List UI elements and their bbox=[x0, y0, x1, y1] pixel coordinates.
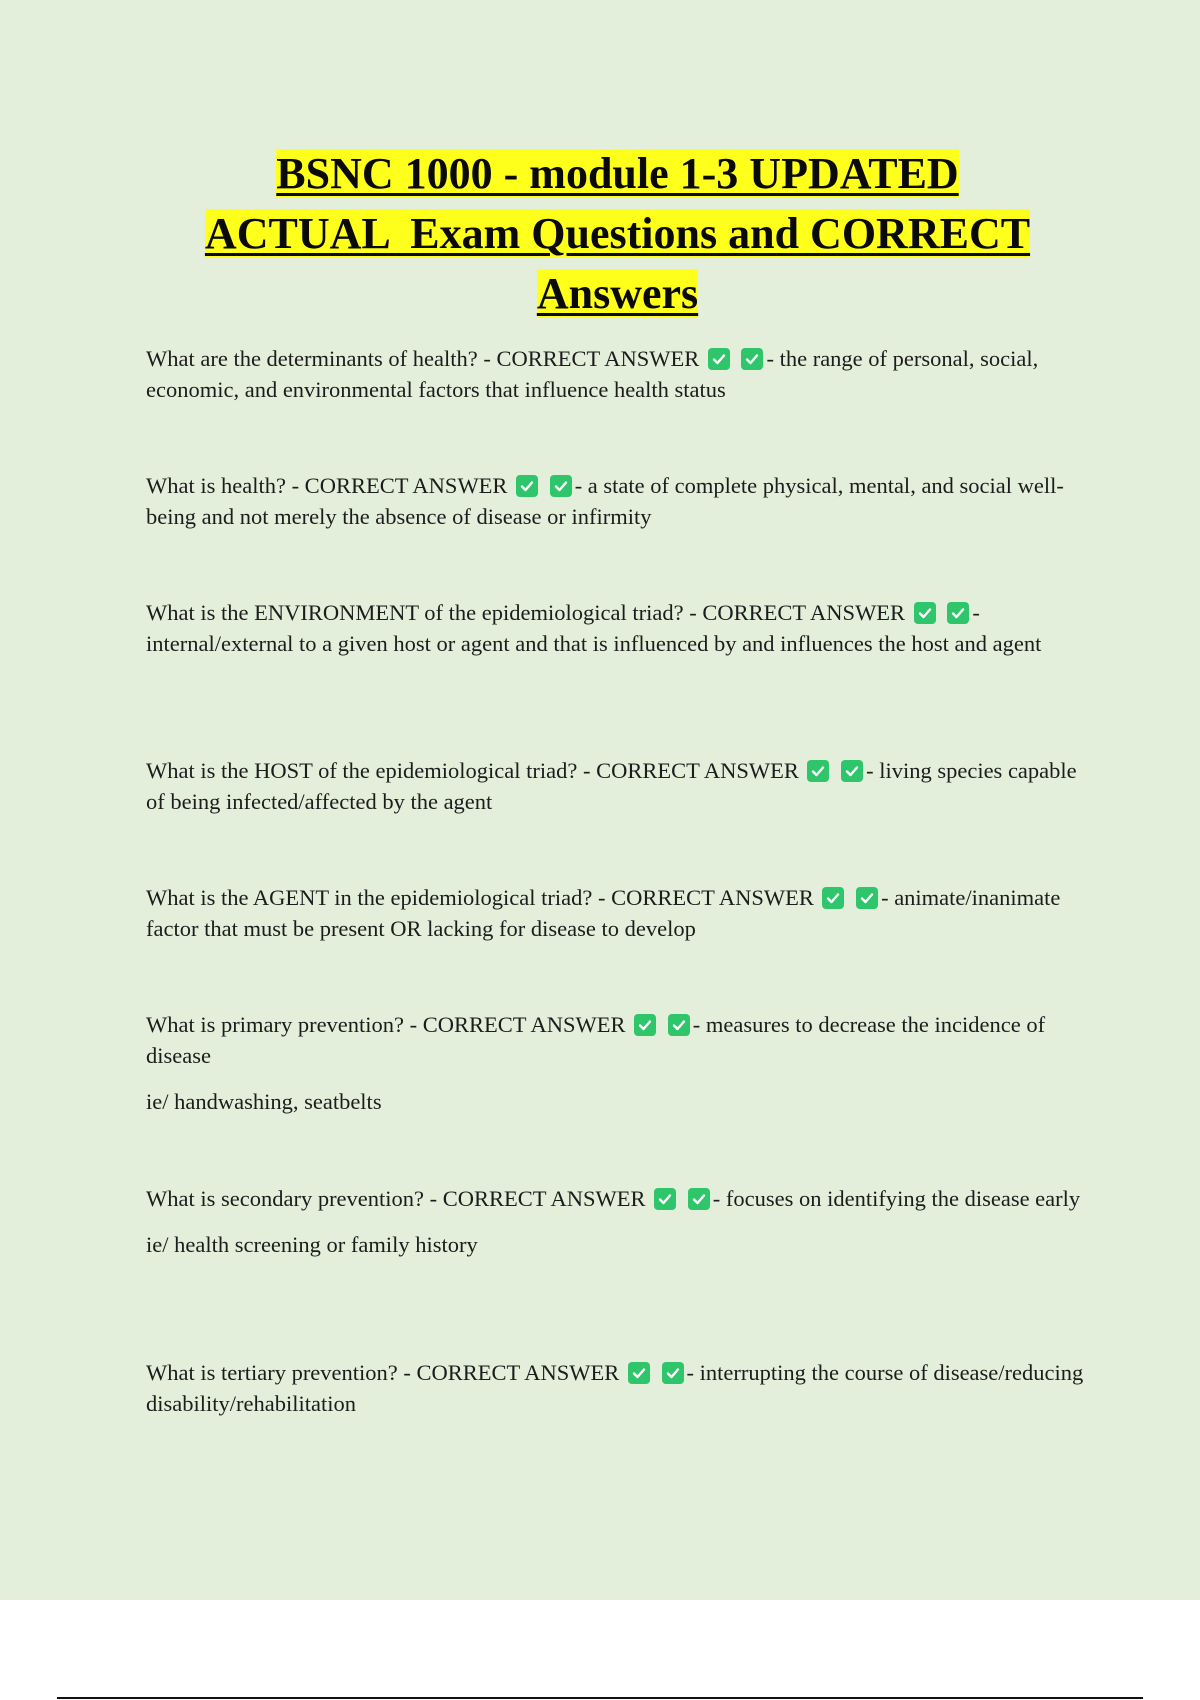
check-mark-icon bbox=[668, 1014, 690, 1036]
footer-divider bbox=[57, 1697, 1143, 1699]
question-text: What is the HOST of the epidemiological triad? - CORRECT ANSWER bbox=[146, 758, 799, 783]
qa-paragraph bbox=[146, 1357, 1091, 1419]
qa-item bbox=[146, 882, 1091, 944]
question-text: What is secondary prevention? - CORRECT ANSWER bbox=[146, 1186, 646, 1211]
answer-text: - measures to decrease the incidence of disease bbox=[146, 1012, 1046, 1068]
check-mark-icon bbox=[654, 1188, 676, 1210]
check-mark-icon bbox=[741, 348, 763, 370]
qa-item bbox=[146, 1009, 1091, 1117]
title-line-text: ACTUAL Exam Questions and CORRECT bbox=[204, 209, 1031, 258]
title-line bbox=[150, 264, 1085, 324]
check-mark-icon bbox=[516, 475, 538, 497]
answer-text: - interrupting the course of disease/reducing disability/rehabilitation bbox=[146, 1360, 1084, 1416]
title-line-text: Answers bbox=[536, 269, 699, 318]
answer-text: - a state of complete physical, mental, and social well-being and not merely the absence of disease or infirmity bbox=[146, 473, 1064, 529]
check-mark-icon bbox=[822, 887, 844, 909]
check-mark-icon bbox=[628, 1362, 650, 1384]
question-text: What is primary prevention? - CORRECT ANSWER bbox=[146, 1012, 626, 1037]
check-mark-icon bbox=[914, 602, 936, 624]
qa-paragraph bbox=[146, 470, 1091, 532]
title-line-text: BSNC 1000 - module 1-3 UPDATED bbox=[276, 149, 959, 198]
question-text: What is the AGENT in the epidemiological triad? - CORRECT ANSWER bbox=[146, 885, 814, 910]
check-mark-icon bbox=[550, 475, 572, 497]
answer-text: - internal/external to a given host or agent and that is influenced by and influences the host and agent bbox=[146, 600, 1042, 656]
check-mark-icon bbox=[947, 602, 969, 624]
qa-item bbox=[146, 1183, 1091, 1260]
check-mark-icon bbox=[708, 348, 730, 370]
qa-paragraph bbox=[146, 1009, 1091, 1071]
answer-text: - focuses on identifying the disease early bbox=[712, 1186, 1081, 1211]
qa-item bbox=[146, 1357, 1091, 1419]
check-mark-icon bbox=[841, 760, 863, 782]
qa-item bbox=[146, 597, 1091, 659]
qa-item bbox=[146, 755, 1091, 817]
check-mark-icon bbox=[662, 1362, 684, 1384]
qa-paragraph bbox=[146, 343, 1091, 405]
answer-text: - living species capable of being infected/affected by the agent bbox=[146, 758, 1077, 814]
title-line bbox=[150, 144, 1085, 204]
qa-item bbox=[146, 470, 1091, 532]
title-line bbox=[150, 204, 1085, 264]
qa-paragraph bbox=[146, 1183, 1091, 1214]
example-text: ie/ handwashing, seatbelts bbox=[146, 1089, 382, 1114]
qa-paragraph bbox=[146, 597, 1091, 659]
question-text: What is the ENVIRONMENT of the epidemiological triad? - CORRECT ANSWER bbox=[146, 600, 906, 625]
example-text: ie/ health screening or family history bbox=[146, 1232, 478, 1257]
qa-paragraph bbox=[146, 882, 1091, 944]
answer-text: - animate/inanimate factor that must be present OR lacking for disease to develop bbox=[146, 885, 1061, 941]
question-text: What is health? - CORRECT ANSWER bbox=[146, 473, 508, 498]
document-title bbox=[150, 144, 1085, 324]
question-text: What is tertiary prevention? - CORRECT ANSWER bbox=[146, 1360, 620, 1385]
check-mark-icon bbox=[856, 887, 878, 909]
check-mark-icon bbox=[688, 1188, 710, 1210]
qa-item bbox=[146, 343, 1091, 405]
check-mark-icon bbox=[807, 760, 829, 782]
check-mark-icon bbox=[634, 1014, 656, 1036]
answer-text: - the range of personal, social, economic, and environmental factors that influence health status bbox=[146, 346, 1039, 402]
question-text: What are the determinants of health? - CORRECT ANSWER bbox=[146, 346, 700, 371]
qa-paragraph bbox=[146, 755, 1091, 817]
